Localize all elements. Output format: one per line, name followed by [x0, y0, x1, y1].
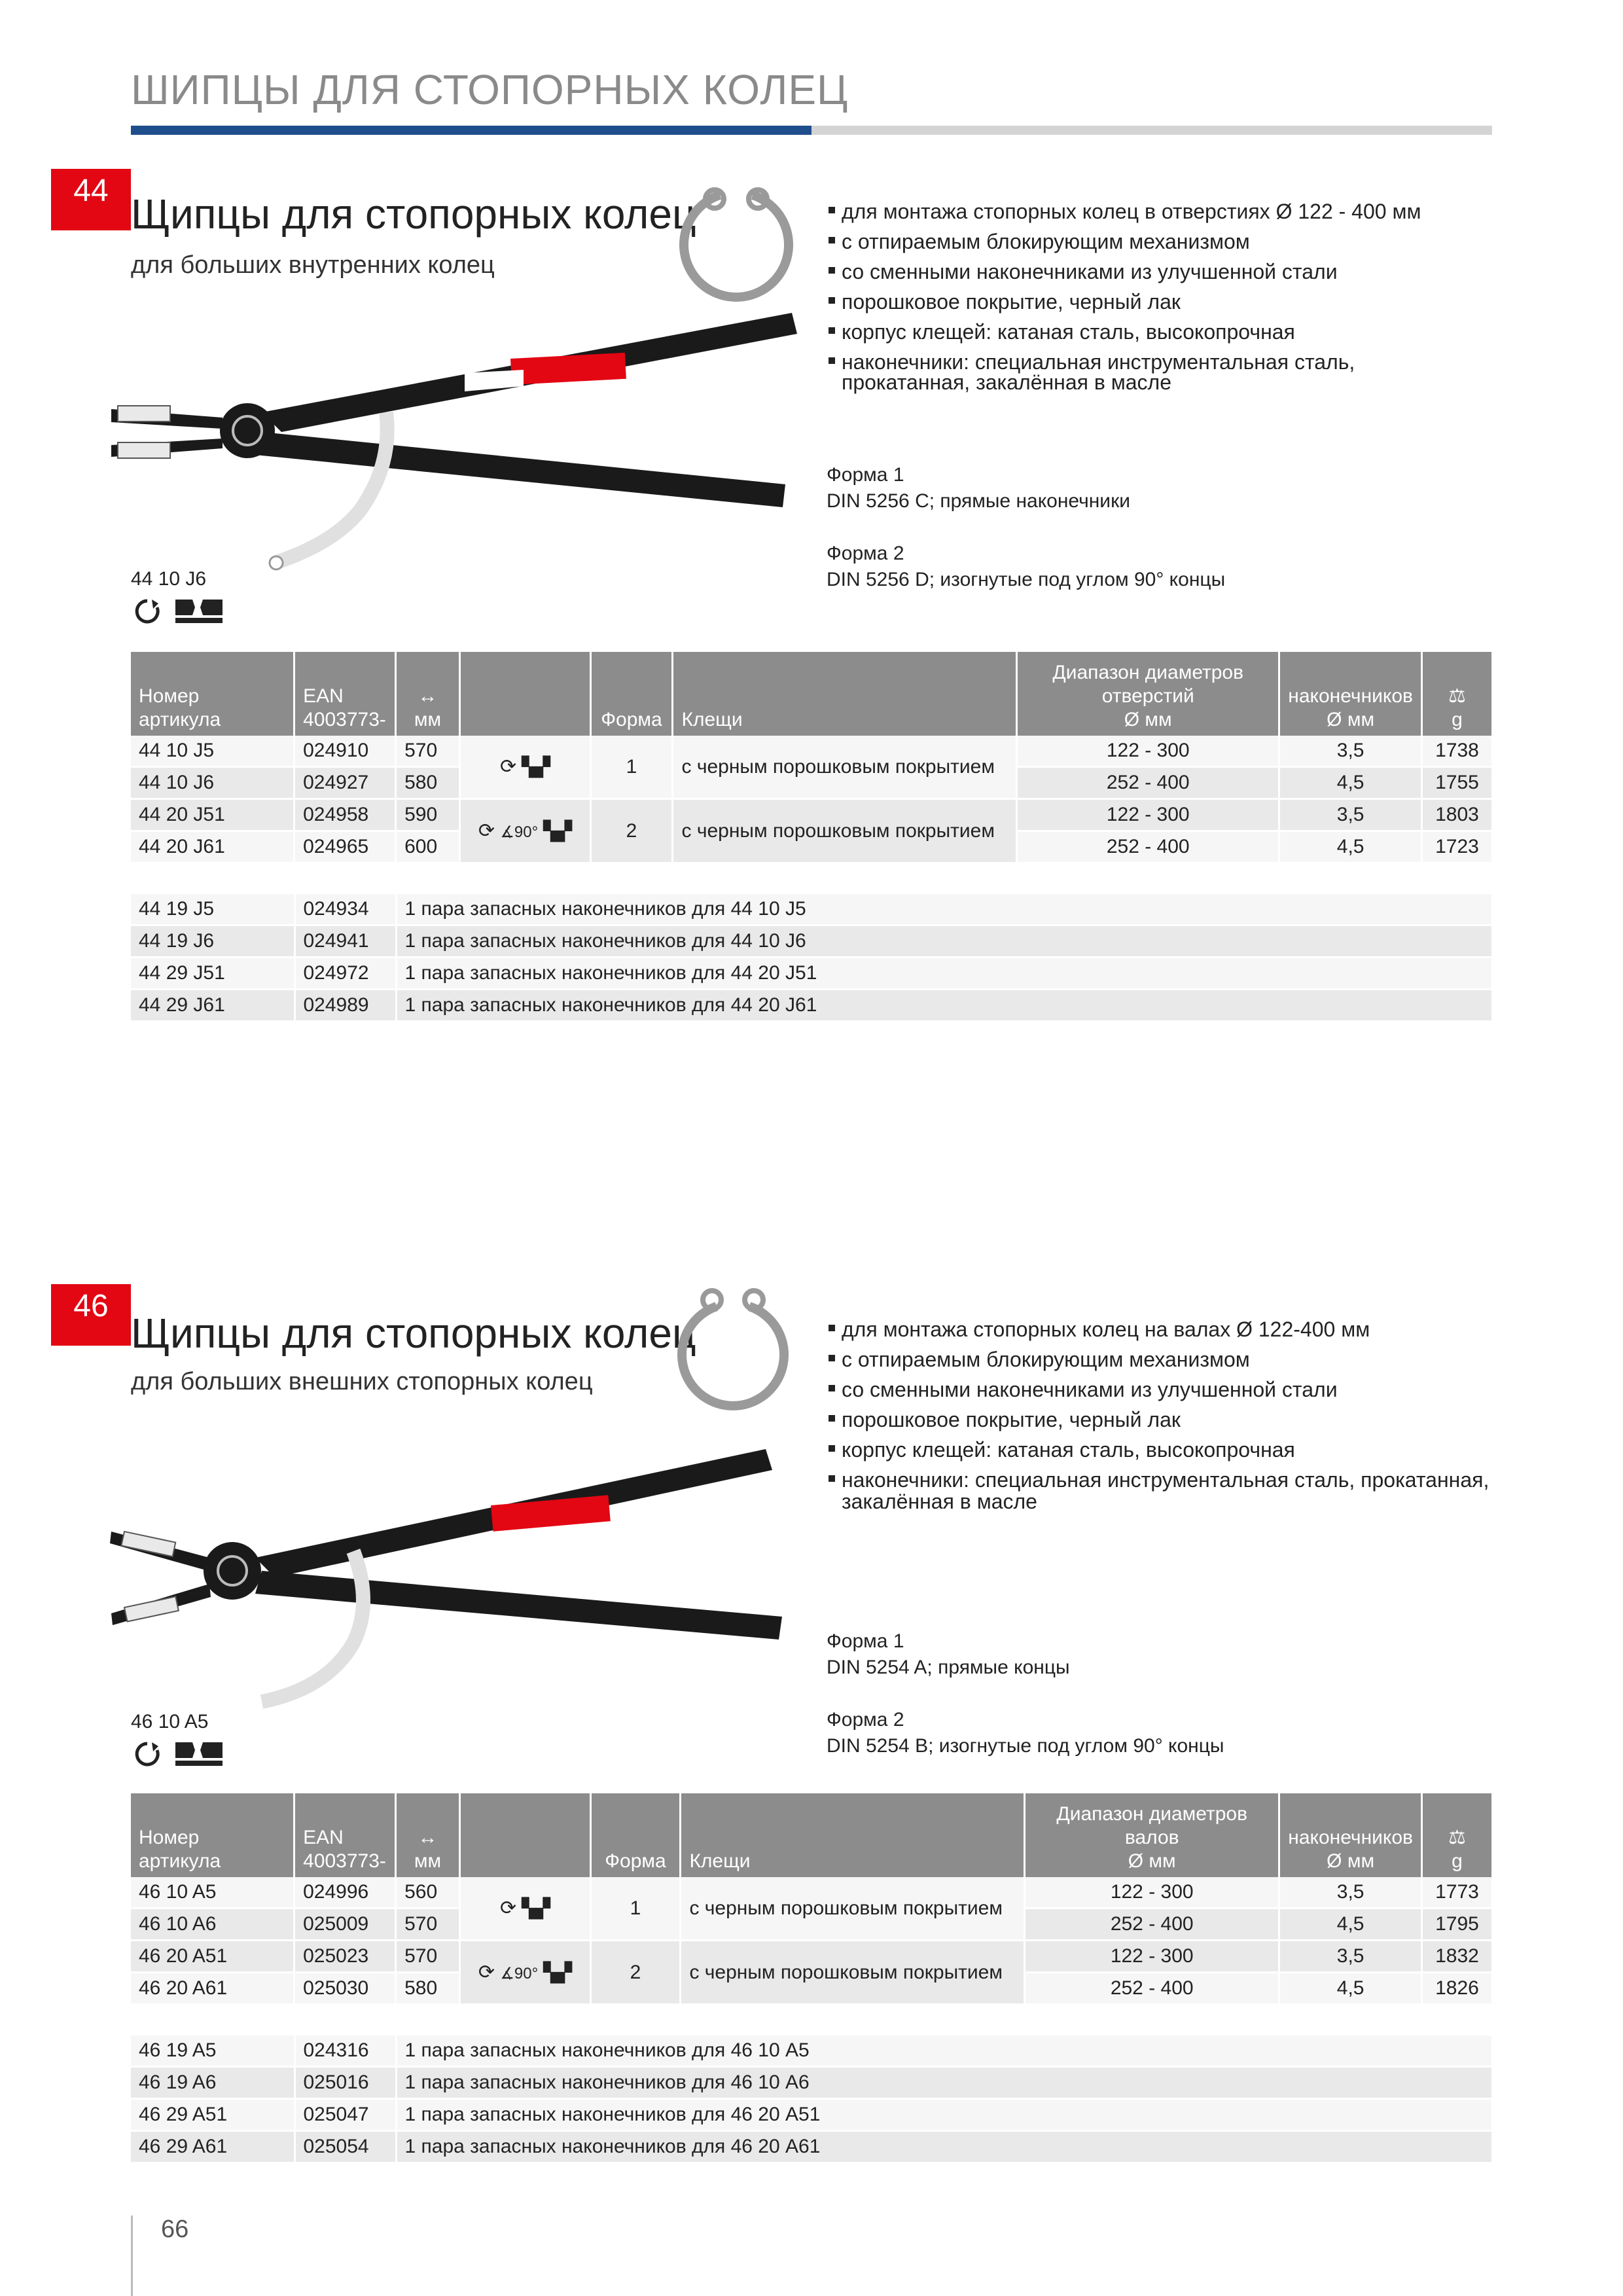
angle-icon: ∡90° [500, 1965, 539, 1982]
feature-item: наконечники: специальная инструментальная сталь, прокатанная, [829, 1465, 1489, 1495]
article-label: 44 10 J6 [131, 568, 207, 590]
table-row: 46 19 A6 025016 1 пара запасных наконечников для 46 10 A6 [131, 2067, 1493, 2099]
section-number-badge: 46 [51, 1284, 131, 1346]
table-row: 44 20 J61 024965 600 252 - 400 4,5 1723 [131, 831, 1493, 863]
col-tips: наконечников Ø мм [1279, 652, 1422, 736]
pliers-tips-icon [173, 597, 225, 626]
table-row: 46 10 A5 024996 560 ⟳ ▚▞ 1 с черным порошковым покрытием 122 - 300 3,5 1773 [131, 1877, 1493, 1909]
section-title: Щипцы для стопорных колец [131, 190, 696, 238]
header-divider-accent [131, 126, 812, 135]
table-row: 46 29 A61 025054 1 пара запасных наконечников для 46 20 A61 [131, 2131, 1493, 2163]
form-icons [459, 799, 590, 863]
pliers-tips-icon: ▚▞ [522, 1898, 550, 1918]
table-row: 46 29 A51 025047 1 пара запасных наконечников для 46 20 A51 [131, 2099, 1493, 2131]
col-pliers: Клещи [673, 652, 1017, 736]
col-ean: EAN 4003773- [294, 652, 396, 736]
rotate-icon: ⟳ [499, 756, 517, 778]
form-2-title: Форма 2 [827, 543, 904, 564]
rotate-icon [131, 1740, 164, 1768]
col-article: Номер артикула [131, 1793, 294, 1877]
section-subtitle: для больших внутренних колец [131, 251, 495, 279]
col-length: ↔ мм [396, 652, 460, 736]
external-ring-icon [668, 1287, 798, 1418]
page-number: 66 [161, 2215, 189, 2243]
table-row: 44 20 J51 024958 590 ⟳ ∡90° ▚▞ 2 с черным порошковым покрытием 122 - 300 3,5 1803 [131, 799, 1493, 831]
spare-parts-table [131, 2036, 1493, 2164]
col-pliers: Клещи [681, 1793, 1025, 1877]
rotate-icon: ⟳ [499, 1897, 517, 1919]
section-number-badge: 44 [51, 169, 131, 230]
form-1-block [827, 1628, 1070, 1681]
section-subtitle: для больших внешних стопорных колец [131, 1368, 593, 1395]
pliers-tips-icon: ▚▞ [522, 757, 550, 777]
pliers-tips-icon: ▚▞ [543, 1962, 572, 1982]
feature-list [829, 1314, 1489, 1495]
form-2-title: Форма 2 [827, 1709, 904, 1731]
table-row: 46 10 A6 025009 570 252 - 400 4,5 1795 [131, 1909, 1493, 1941]
table-row: 44 19 J5 024934 1 пара запасных наконечников для 44 10 J5 [131, 894, 1493, 925]
scale-icon: ⚖ [1448, 1827, 1466, 1848]
product-table [131, 1793, 1493, 2005]
table-row: 44 29 J51 024972 1 пара запасных наконечников для 44 20 J51 [131, 958, 1493, 990]
form-1-desc: DIN 5254 A; прямые концы [827, 1657, 1070, 1678]
spare-parts-table [131, 894, 1493, 1022]
double-arrow-icon: ↔ [418, 1827, 438, 1848]
page-number-divider [131, 2215, 133, 2296]
table-row: 46 19 A5 024316 1 пара запасных наконечников для 46 10 A5 [131, 2036, 1493, 2067]
double-arrow-icon: ↔ [418, 685, 438, 707]
col-weight: ⚖ g [1421, 652, 1492, 736]
pliers-image [98, 1440, 798, 1715]
feature-item-continuation: закалённая в масле [842, 1490, 1037, 1513]
form-2-block [827, 541, 1225, 593]
form-1-title: Форма 1 [827, 1630, 904, 1652]
form-icons [459, 736, 590, 799]
col-tips: наконечников Ø мм [1279, 1793, 1422, 1877]
pliers-image [98, 308, 798, 583]
form-1-block [827, 462, 1130, 514]
table-row: 44 10 J5 024910 570 ⟳ ▚▞ 1 с черным порошковым покрытием 122 - 300 3,5 1738 [131, 736, 1493, 767]
form-icons [459, 1877, 590, 1941]
product-table [131, 652, 1493, 864]
table-row: 46 20 A51 025023 570 ⟳ ∡90° ▚▞ 2 с черным порошковым покрытием 122 - 300 3,5 1832 [131, 1941, 1493, 1973]
feature-item: порошковое покрытие, черный лак [829, 1405, 1489, 1435]
form-icons [459, 1941, 590, 2005]
article-label: 46 10 A5 [131, 1711, 209, 1732]
col-ean: EAN 4003773- [294, 1793, 396, 1877]
feature-item: корпус клещей: катаная сталь, высокопрочная [829, 1435, 1489, 1465]
col-weight: ⚖ g [1421, 1793, 1492, 1877]
form-2-block [827, 1707, 1224, 1759]
col-icons [459, 1793, 590, 1877]
col-length: ↔ мм [396, 1793, 460, 1877]
table-row: 44 10 J6 024927 580 252 - 400 4,5 1755 [131, 767, 1493, 799]
feature-item: с отпираемым блокирующим механизмом [829, 226, 1483, 257]
section-title: Щипцы для стопорных колец [131, 1310, 696, 1357]
feature-item: для монтажа стопорных колец в отверстиях Ø 122 - 400 мм [829, 196, 1483, 226]
form-1-title: Форма 1 [827, 464, 904, 486]
form-2-desc: DIN 5256 D; изогнутые под углом 90° концы [827, 569, 1226, 590]
col-article: Номер артикула [131, 652, 294, 736]
rotate-icon [131, 597, 164, 626]
feature-item: со сменными наконечниками из улучшенной стали [829, 1374, 1489, 1405]
table-row: 46 20 A61 025030 580 252 - 400 4,5 1826 [131, 1973, 1493, 2005]
col-icons [459, 652, 590, 736]
feature-item-continuation: прокатанная, закалённая в масле [842, 370, 1172, 394]
rotate-icon: ⟳ [478, 1962, 495, 1983]
feature-item: для монтажа стопорных колец на валах Ø 122-400 мм [829, 1314, 1489, 1344]
pliers-tips-icon: ▚▞ [543, 821, 572, 841]
col-range: Диапазон диаметров валов Ø мм [1025, 1793, 1279, 1877]
scale-icon: ⚖ [1448, 685, 1466, 707]
table-row: 44 19 J6 024941 1 пара запасных наконечников для 44 10 J6 [131, 925, 1493, 958]
form-2-desc: DIN 5254 B; изогнутые под углом 90° концы [827, 1735, 1224, 1757]
feature-item: корпус клещей: катаная сталь, высокопрочная [829, 317, 1483, 347]
page-header-title: ШИПЦЫ ДЛЯ СТОПОРНЫХ КОЛЕЦ [131, 66, 849, 113]
internal-ring-icon [674, 183, 798, 308]
feature-item: наконечники: специальная инструментальная сталь, [829, 347, 1483, 377]
angle-icon: ∡90° [500, 823, 539, 841]
feature-list [829, 196, 1483, 377]
feature-item: со сменными наконечниками из улучшенной стали [829, 257, 1483, 287]
form-1-desc: DIN 5256 C; прямые наконечники [827, 490, 1130, 512]
feature-item: с отпираемым блокирующим механизмом [829, 1344, 1489, 1374]
col-range: Диапазон диаметров отверстий Ø мм [1017, 652, 1279, 736]
rotate-icon: ⟳ [478, 820, 495, 842]
feature-item: порошковое покрытие, черный лак [829, 287, 1483, 317]
col-form: Форма [590, 1793, 681, 1877]
table-row: 44 29 J61 024989 1 пара запасных наконечников для 44 20 J61 [131, 990, 1493, 1022]
pliers-tips-icon [173, 1740, 225, 1768]
col-form: Форма [590, 652, 673, 736]
